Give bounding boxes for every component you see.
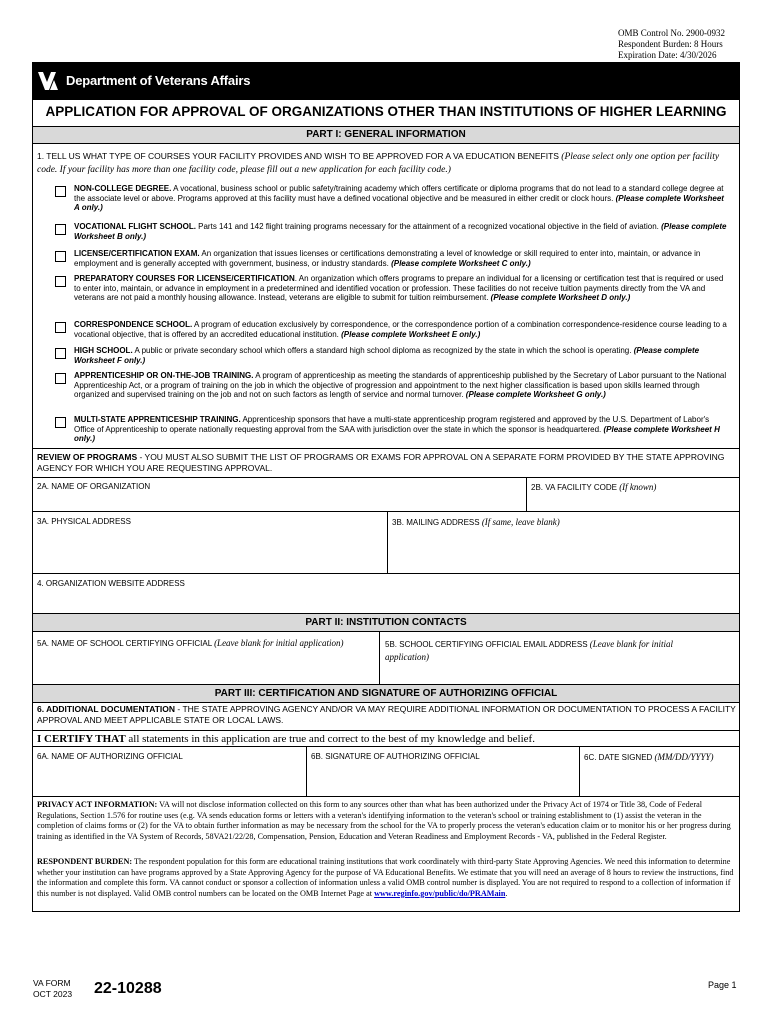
physical-address-input[interactable] — [33, 528, 386, 572]
field-6b-label: 6B. SIGNATURE OF AUTHORIZING OFFICIAL — [311, 752, 480, 761]
checkbox-apprenticeship-ojt[interactable] — [55, 373, 66, 384]
field-6a-label: 6A. NAME OF AUTHORIZING OFFICIAL — [37, 752, 183, 761]
review-of-programs: REVIEW OF PROGRAMS - YOU MUST ALSO SUBMIT THE LIST OF PROGRAMS OR EXAMS FOR APPROVAL ON A SEPARATE FORM PROVIDED BY THE STATE APPROVING AGENCY FOR WHICH YOU ARE REQUESTING APPROVAL. — [37, 452, 725, 473]
field-2b-label: 2B. VA FACILITY CODE (If known) — [531, 482, 657, 492]
authorizing-official-name-input[interactable] — [33, 765, 305, 795]
field-6c-label: 6C. DATE SIGNED (MM/DD/YYYY) — [584, 752, 714, 762]
department-name: Department of Veterans Affairs — [66, 73, 251, 88]
question-1: 1. TELL US WHAT TYPE OF COURSES YOUR FACILITY PROVIDES AND WISH TO BE APPROVED FOR A VA EDUCATION BENEFITS (Please select only one option per facility code. If your facility has more than one facility code, please fill out a new application for each facility code.) — [37, 151, 720, 175]
authorizing-official-signature-input[interactable] — [307, 765, 578, 795]
part1-heading: PART I: GENERAL INFORMATION — [33, 127, 739, 143]
respondent-burden: RESPONDENT BURDEN: The respondent population for this form are educational training institutions that work coordinately with third-party State Approving Agencies. We need this information to determine whether your institution can have programs approved by a State Approving Agency for the purpose of VA Educational Benefits. We estimate that you will need an average of 8 hours to review the instructions, find the information and complete this form. VA cannot conduct or sponsor a collection of information unless a valid OMB control number is displayed. You are not required to respond to a collection of information if this number is not displayed. Valid OMB control numbers can be located on the OMB Internet Page at www.reginfo.gov/public/do/PRAMain. — [37, 857, 734, 898]
omb-respondent-burden: Respondent Burden: 8 Hours — [618, 39, 723, 49]
date-signed-input[interactable] — [580, 765, 739, 795]
organization-name-input[interactable] — [33, 492, 525, 510]
mailing-address-input[interactable] — [388, 528, 739, 572]
field-3b-label: 3B. MAILING ADDRESS (If same, leave blank) — [392, 517, 560, 527]
option-non-college-degree: NON-COLLEGE DEGREE. A vocational, business school or public safety/training academy which offers certificate or diploma programs that do not lead to a standard college degree at the associate level or above. Programs approved at this facility must have a defined vocational objective and be measured in either credit or clock hours. (Please complete Worksheet A only.) — [55, 184, 735, 213]
form-title: APPLICATION FOR APPROVAL OF ORGANIZATIONS OTHER THAN INSTITUTIONS OF HIGHER LEARNING — [45, 104, 727, 119]
part2-heading: PART II: INSTITUTION CONTACTS — [33, 614, 739, 631]
certify-statement: I CERTIFY THAT all statements in this application are true and correct to the best of my knowledge and belief. — [37, 733, 535, 745]
option-high-school: HIGH SCHOOL. A public or private secondary school which offers a standard high school diploma as recognized by the state in which the school is operating. (Please complete Worksheet F only.) — [55, 346, 735, 365]
option-multi-state-apprenticeship: MULTI-STATE APPRENTICESHIP TRAINING. Apprenticeship sponsors that have a multi-state apprenticeship program registered and approved by the U.S. Department of Labor's Office of Apprenticeship to operate nationally requesting approval from the SAA with jurisdiction over the state in which the sponsor is headquartered. (Please complete Worksheet H only.) — [55, 415, 735, 444]
va-logo-icon — [38, 71, 60, 91]
va-facility-code-input[interactable] — [527, 492, 739, 510]
field-3a-label: 3A. PHYSICAL ADDRESS — [37, 517, 131, 526]
checkbox-license-certification-exam[interactable] — [55, 251, 66, 262]
checkbox-vocational-flight-school[interactable] — [55, 224, 66, 235]
option-apprenticeship-ojt: APPRENTICESHIP OR ON-THE-JOB TRAINING. A program of apprenticeship as meeting the standards of apprenticeship published by the Secretary of Labor pursuant to the National Apprenticeship Act, or a program of training on the job in which the objective of progression and appointment to the next higher classification is based upon skills learned through organized and supervised training on the job and not on such factors as length of service and normal turnover. (Please complete Worksheet G only.) — [55, 371, 735, 400]
checkbox-non-college-degree[interactable] — [55, 186, 66, 197]
field-4-label: 4. ORGANIZATION WEBSITE ADDRESS — [37, 579, 185, 588]
privacy-act-info: PRIVACY ACT INFORMATION: VA will not disclose information collected on this form to any sources other than what has been authorized under the Privacy Act of 1974 or Title 38, Code of Federal Regulations, Section 1.576 for routine uses (e.g. VA sends education forms or letters with a veteran's identifying information to the veteran's school or training establishment to (1) assist the veteran in the completion of claims forms or (2) for the VA to obtain further information as may be necessary from the school for the VA to properly process the veteran's education claim or to monitor his or her progress during training as identified in the VA System of Records, 58VA21/22/28, Compensation, Pension, Education and Veteran Readiness and Employment Records - VA, published in the Federal Register. — [37, 800, 731, 841]
checkbox-high-school[interactable] — [55, 348, 66, 359]
omb-reginfo-link[interactable]: www.reginfo.gov/public/do/PRAMain — [374, 888, 506, 898]
omb-control-number: OMB Control No. 2900-0932 — [618, 28, 726, 38]
option-correspondence-school: CORRESPONDENCE SCHOOL. A program of education exclusively by correspondence, or the correspondence portion of a combination correspondence-residence course leading to a vocational objective, that is offered by an accredited educational institution. (Please complete Worksheet E only.) — [55, 320, 735, 339]
certifying-official-name-input[interactable] — [33, 655, 378, 683]
va-header-bar — [32, 62, 740, 99]
part3-heading: PART III: CERTIFICATION AND SIGNATURE OF AUTHORIZING OFFICIAL — [33, 685, 739, 702]
question-6: 6. ADDITIONAL DOCUMENTATION - THE STATE APPROVING AGENCY AND/OR VA MAY REQUIRE ADDITIONAL INFORMATION OR DOCUMENTATION TO PROCESS A FACILITY APPROVAL AND MEET APPLICABLE STATE OR LOCAL LAWS. — [37, 704, 736, 725]
field-5a-label: 5A. NAME OF SCHOOL CERTIFYING OFFICIAL (Leave blank for initial application) — [37, 638, 344, 648]
page-number: Page 1 — [708, 980, 737, 990]
omb-expiration-date: Expiration Date: 4/30/2026 — [618, 50, 717, 60]
form-label: VA FORM OCT 2023 — [33, 978, 73, 999]
option-preparatory-courses: PREPARATORY COURSES FOR LICENSE/CERTIFICATION. An organization which offers programs to prepare an individual for a licensing or certification test that is required or used to enter into, maintain, or advance in employment in a predetermined and identified vocation or profession. These facilities do not receive tuition payments directly from the VA and veterans are not paid a monthly housing allowance. Instead, veterans are eligible to submit for tuition reimbursement. (Please complete Worksheet D only.) — [55, 274, 735, 303]
form-number: 22-10288 — [94, 980, 162, 997]
website-address-input[interactable] — [33, 590, 739, 612]
checkbox-preparatory-courses[interactable] — [55, 276, 66, 287]
field-2a-label: 2A. NAME OF ORGANIZATION — [37, 482, 151, 491]
checkbox-correspondence-school[interactable] — [55, 322, 66, 333]
option-license-certification-exam: LICENSE/CERTIFICATION EXAM. An organization that issues licenses or certifications demonstrating a level of knowledge or skill required to enter into, maintain, or advance in employment and is generally accepted with government, business, or industry standards. (Please complete Worksheet C only.) — [55, 249, 735, 268]
certifying-official-email-input[interactable] — [380, 664, 739, 683]
omb-info — [618, 28, 725, 61]
option-vocational-flight-school: VOCATIONAL FLIGHT SCHOOL. Parts 141 and 142 flight training programs necessary for the attainment of a recognized vocational objective in the field of aviation. (Please complete Worksheet B only.) — [55, 222, 735, 241]
field-5b-label: 5B. SCHOOL CERTIFYING OFFICIAL EMAIL ADDRESS (Leave blank for initial application) — [385, 639, 674, 662]
checkbox-multi-state-apprenticeship[interactable] — [55, 417, 66, 428]
